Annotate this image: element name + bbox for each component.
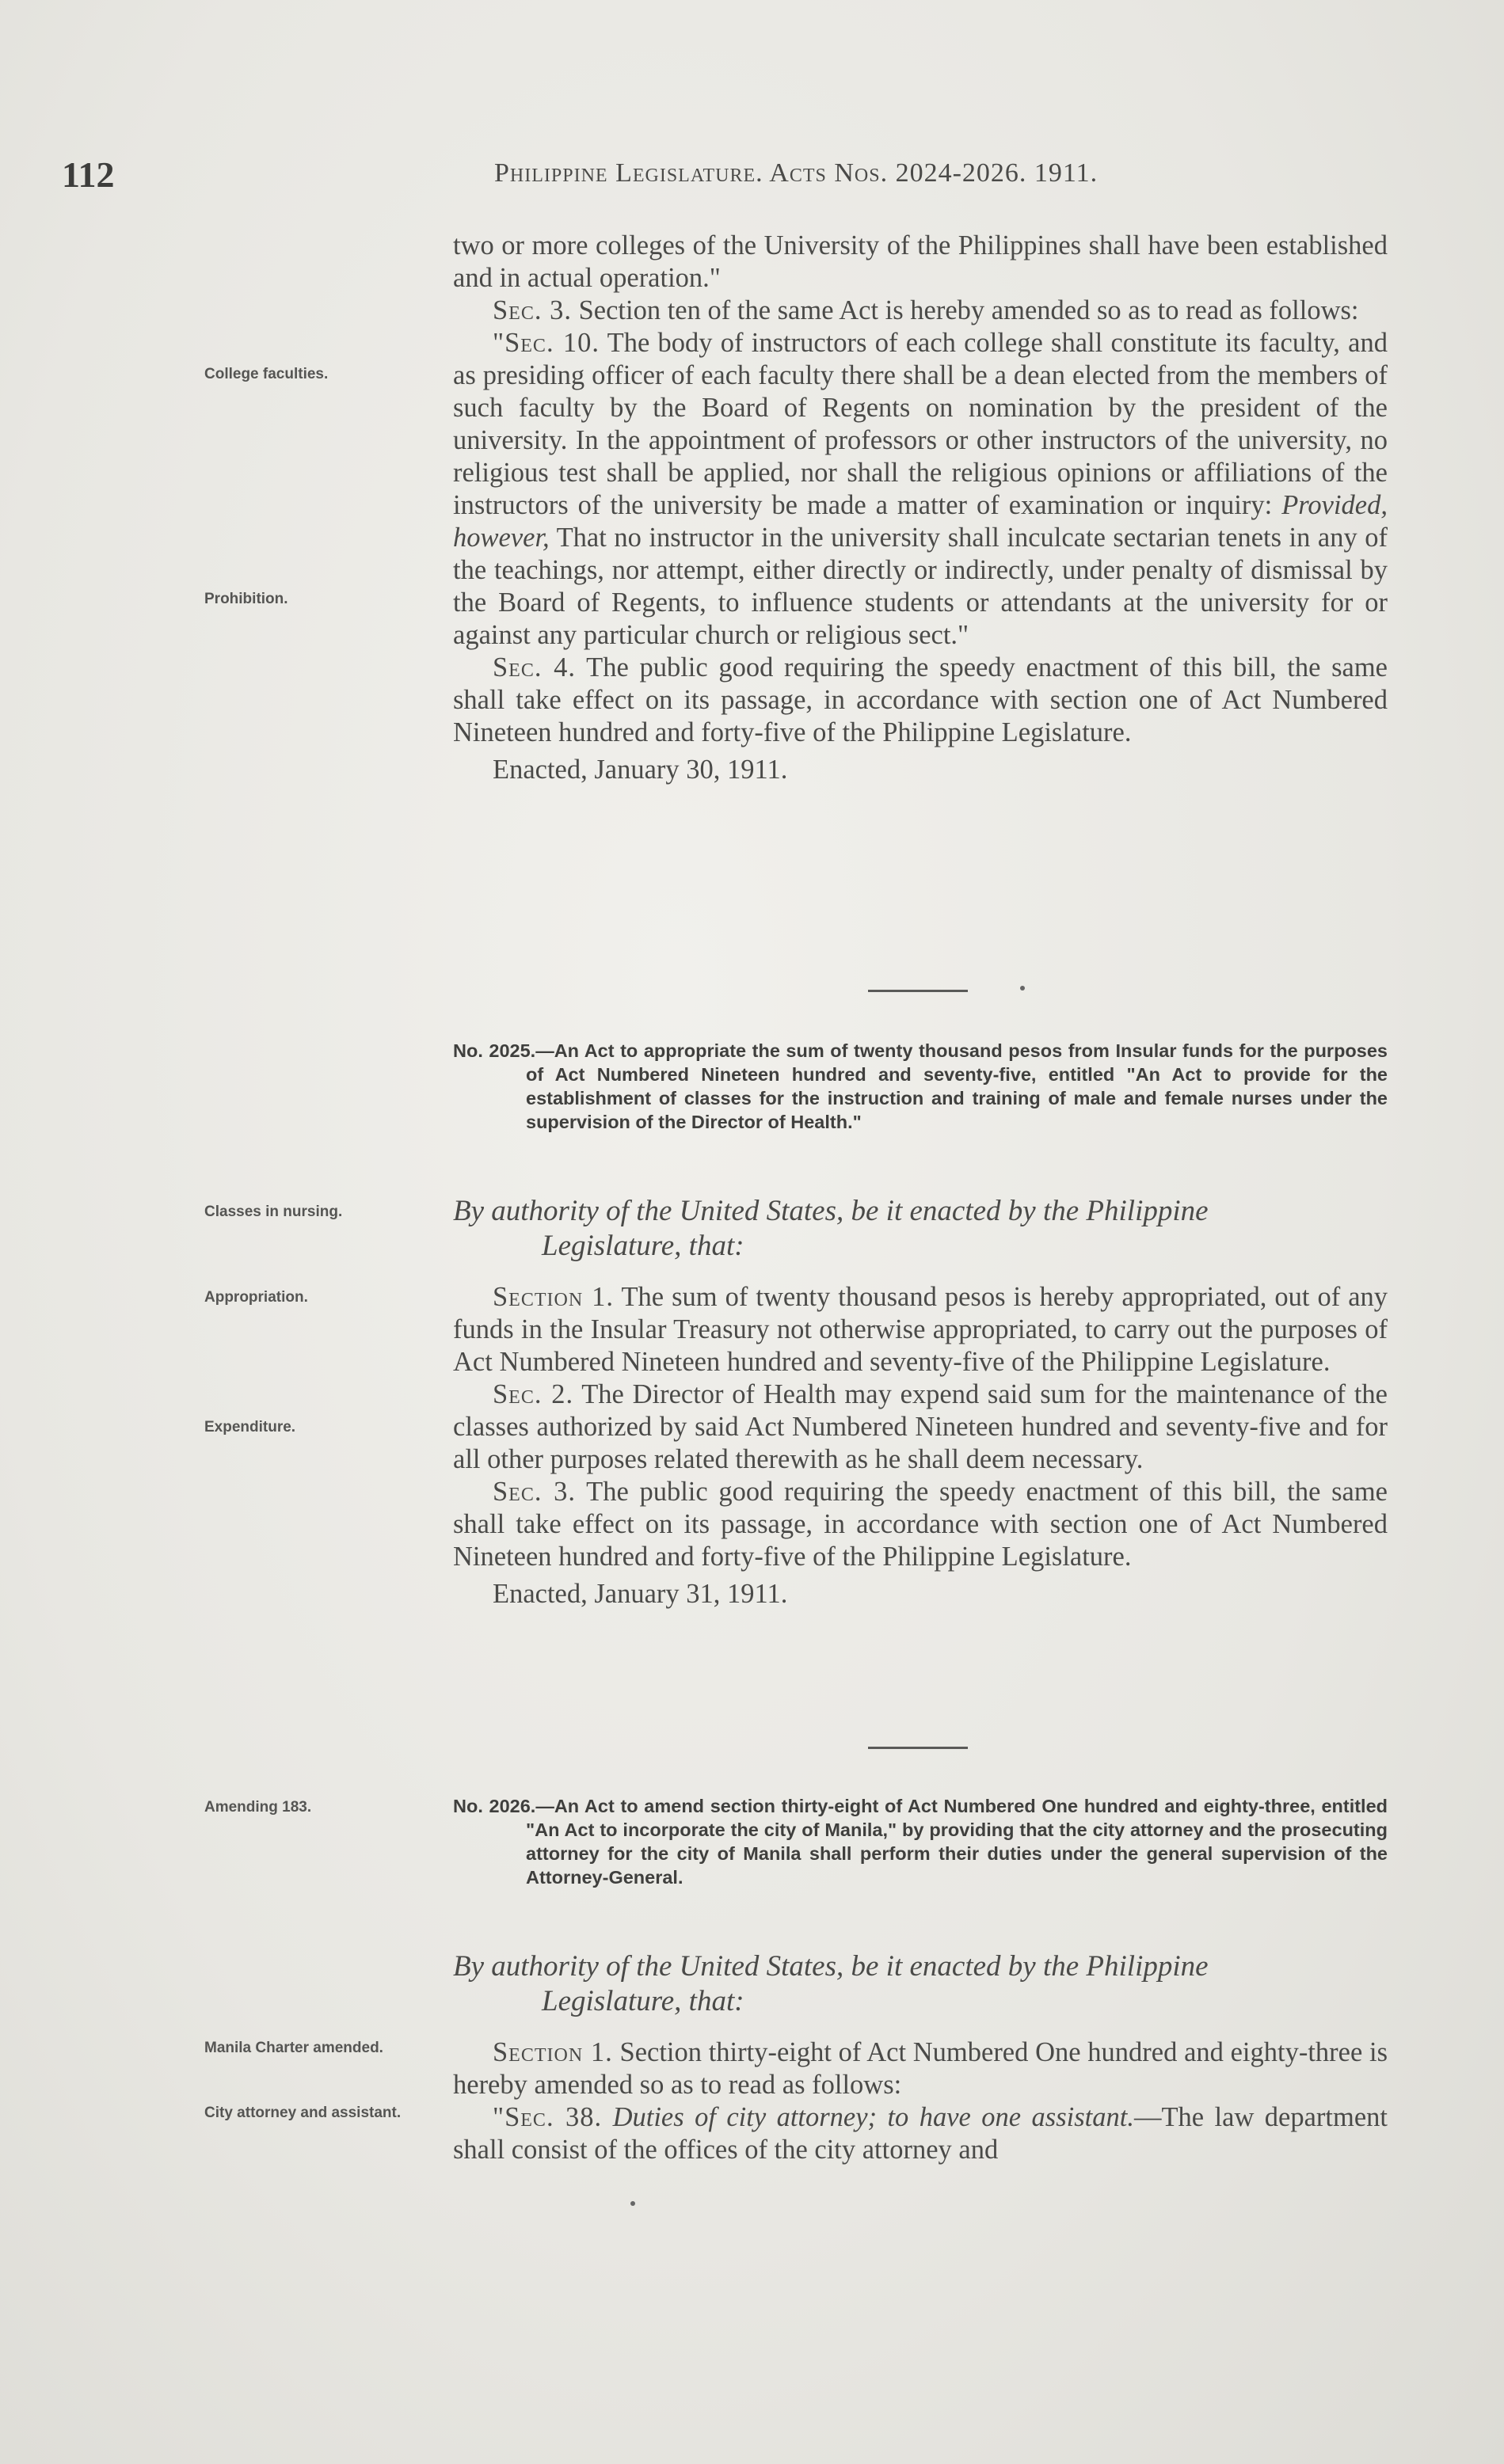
section-text: The public good requiring the speedy enactment of this bill, the same shall take effect on its passage, in accordance with section one of Act Numbered Nineteen hundred and forty-five of the Philippine Legislature. — [453, 652, 1388, 747]
enacting-line-1: By authority of the United States, be it enacted by the Philippine — [453, 1950, 1209, 1983]
margin-note-amending-183: Amending 183. — [204, 1799, 312, 1816]
section-text: Section thirty-eight of Act Numbered One hundred and eighty-three is hereby amended so as to read as follows: — [453, 2037, 1388, 2100]
act-2024-sec10 — [453, 327, 1388, 652]
margin-note-appropriation: Appropriation. — [204, 1289, 308, 1306]
act-2025-sec1 — [453, 1281, 1388, 1378]
section-divider — [868, 1747, 968, 1749]
act-2025-enacting-clause — [453, 1194, 1388, 1264]
page-header — [0, 154, 1504, 201]
act-2025-sec2 — [453, 1378, 1388, 1476]
act-number: No. 2026. — [453, 1796, 536, 1816]
act-2024-sec3 — [453, 295, 1388, 327]
section-label: Sec. 4. — [493, 652, 577, 683]
section-label: Section 1. — [493, 2037, 613, 2067]
section-text: The body of instructors of each college shall constitute its faculty, and as presiding officer of each faculty there shall be a dean elected from the members of such faculty by the Board of Regents on nomination by the president of the university. In the appointment of professors or other instructors of the university, no religious test shall be applied, nor shall the religious opinions or affiliations of the instructors of the university be made a matter of examination or inquiry: — [453, 328, 1388, 520]
section-text: Section ten of the same Act is hereby amended so as to read as follows: — [578, 295, 1359, 325]
act-2025-title — [453, 1039, 1388, 1134]
margin-note-classes-in-nursing: Classes in nursing. — [204, 1203, 343, 1220]
section-text: The Director of Health may expend said sum for the maintenance of the classes authorized by said Act Numbered Nineteen hundred and seventy-five and for all other purposes related therewith as he shall deem necessary. — [453, 1379, 1388, 1474]
act-2026-sec1 — [453, 2036, 1388, 2101]
section-label: Sec. 2. — [493, 1379, 574, 1409]
act-2026-title — [453, 1794, 1388, 1889]
act-2025-body — [453, 1281, 1388, 1610]
act-title-text: —An Act to amend section thirty-eight of Act Numbered One hundred and eighty-three, entitled "An Act to incorporate the city of Manila," by providing that the city attorney and the prosecuting attorney for the city of Manila shall perform their duties under the general supervision of the Attorney-General. — [526, 1796, 1388, 1888]
enacting-line-1: By authority of the United States, be it enacted by the Philippine — [453, 1195, 1209, 1227]
section-label: Sec. 3. — [493, 1477, 577, 1507]
section-label: "Sec. 38. — [493, 2102, 603, 2132]
act-title-text: —An Act to appropriate the sum of twenty thousand pesos from Insular funds for the purposes of Act Numbered Nineteen hundred and seventy-five, entitled "An Act to provide for the establishment of classes for the instruction and training of male and female nurses under the supervision of the Director of Health." — [526, 1040, 1388, 1132]
act-2024-body — [453, 230, 1388, 786]
margin-note-manila-charter: Manila Charter amended. — [204, 2040, 383, 2056]
page-number: 112 — [62, 154, 115, 195]
print-speck — [630, 2201, 635, 2206]
section-divider — [868, 990, 968, 992]
section-label: Sec. 3. — [493, 295, 572, 325]
act-2026-body — [453, 2036, 1388, 2166]
act-2025-sec3 — [453, 1476, 1388, 1573]
section-text: —The law department shall consist of the offices of the city attorney and — [453, 2102, 1388, 2165]
running-head: Philippine Legislature. Acts Nos. 2024-2026. 1911. — [494, 158, 1098, 188]
margin-note-city-attorney: City attorney and assistant. — [204, 2105, 402, 2121]
act-2026-enacting-clause — [453, 1949, 1388, 2019]
margin-note-expenditure: Expenditure. — [204, 1419, 296, 1435]
margin-note-college-faculties: College faculties. — [204, 366, 329, 382]
section-heading: Duties of city attorney; to have one assistant. — [612, 2102, 1134, 2132]
act-number: No. 2025. — [453, 1040, 536, 1061]
act-2024-sec4 — [453, 652, 1388, 749]
print-speck — [1020, 986, 1025, 991]
section-text-2: That no instructor in the university shall inculcate sectarian tenets in any of the teachings, nor attempt, either directly or indirectly, under penalty of dismissal by the Board of Regents, to influence students or attendants at the university for or against any particular church or religious sect." — [453, 523, 1388, 650]
proviso: Provided, however, — [453, 490, 1388, 553]
enacting-line-2: Legislature, that: — [542, 1985, 744, 2017]
section-text: The public good requiring the speedy enactment of this bill, the same shall take effect on its passage, in accordance with section one of Act Numbered Nineteen hundred and forty-five of the Philippine Legislature. — [453, 1477, 1388, 1572]
section-label: Section 1. — [493, 1282, 615, 1312]
section-label: "Sec. 10. — [493, 328, 600, 358]
enacting-line-2: Legislature, that: — [542, 1230, 744, 1262]
margin-note-prohibition: Prohibition. — [204, 591, 288, 607]
act-2024-continuation: two or more colleges of the University of the Philippines shall have been established and in actual operation." — [453, 230, 1388, 293]
section-text: The sum of twenty thousand pesos is hereby appropriated, out of any funds in the Insular Treasury not otherwise appropriated, to carry out the purposes of Act Numbered Nineteen hundred and seventy-five of the Philippine Legislature. — [453, 1282, 1388, 1377]
act-2024-enacted: Enacted, January 30, 1911. — [493, 755, 788, 785]
act-2025-enacted: Enacted, January 31, 1911. — [493, 1579, 788, 1609]
act-2026-sec38 — [453, 2101, 1388, 2166]
